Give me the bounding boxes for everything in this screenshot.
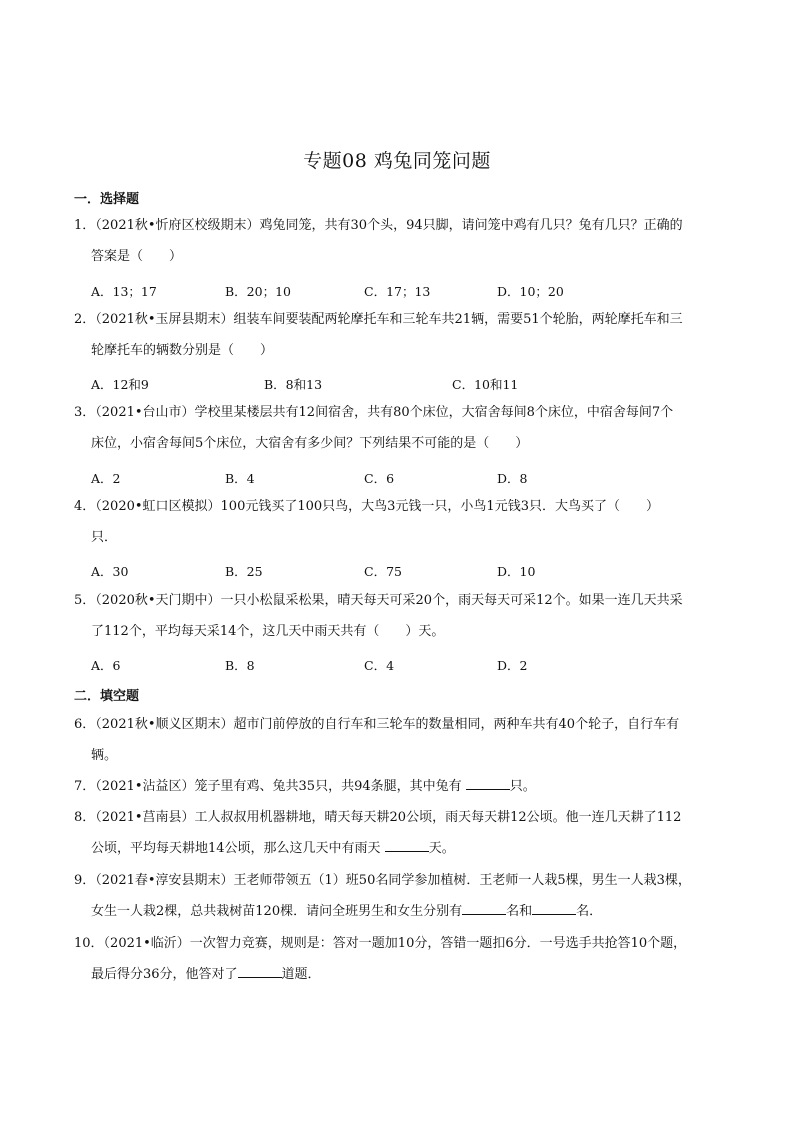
question-8 — [74, 802, 734, 864]
option-b: B．8 — [225, 658, 255, 673]
answer-blank[interactable] — [462, 901, 506, 915]
option-b: B．25 — [225, 564, 263, 579]
option-b: B．8和13 — [264, 377, 323, 392]
question-7-text: 7．（2021•沾益区）笼子里有鸡、兔共35只，共94条腿，其中兔有 — [74, 779, 466, 794]
answer-blank[interactable] — [532, 901, 576, 915]
question-2 — [74, 304, 734, 366]
question-1-line2: 答案是（ ） — [91, 249, 183, 264]
question-10-line1: 10．（2021•临沂）一次智力竞赛，规则是：答对一题加10分，答错一题扣6分．一号选手共抢答10个题， — [74, 936, 687, 951]
question-8-line1: 8．（2021•莒南县）工人叔叔用机器耕地，晴天每天耕20公顷，雨天每天耕12公顷。他一连几天耕了112 — [74, 810, 682, 825]
question-6 — [74, 709, 734, 771]
option-a: A．6 — [91, 658, 121, 673]
question-3-line2: 床位，小宿舍每间5个床位，大宿舍有多少间？下列结果不可能的是（ ） — [91, 436, 529, 451]
question-9-mid: 名和 — [506, 904, 533, 919]
question-1-line1: 1．（2021秋•忻府区校级期末）鸡兔同笼，共有30个头，94只脚，请问笼中鸡有几只？兔有几只？正确的 — [74, 218, 683, 233]
question-3 — [74, 397, 734, 459]
option-c: C．75 — [364, 564, 402, 579]
option-d: D．2 — [497, 658, 528, 673]
question-2-line1: 2．（2021秋•玉屏县期末）组装车间要装配两轮摩托车和三轮车共21辆，需要51个轮胎，两轮摩托车和三 — [74, 312, 683, 327]
question-1 — [74, 210, 734, 272]
option-c: C．6 — [364, 471, 395, 486]
question-5-line1: 5．（2020秋•天门期中）一只小松鼠采松果，晴天每天可采20个，雨天每天可采12个。如果一连几天共采 — [74, 593, 683, 608]
option-d: D．10；20 — [497, 284, 564, 299]
question-2-line2: 轮摩托车的辆数分别是（ ） — [91, 343, 274, 358]
section-heading-choice: 一．选择题 — [74, 192, 140, 207]
answer-blank[interactable] — [466, 776, 510, 790]
question-5-line2: 了112个，平均每天采14个，这几天中雨天共有（ ）天。 — [91, 624, 445, 639]
option-c: C．10和11 — [452, 377, 519, 392]
question-3-line1: 3．（2021•台山市）学校里某楼层共有12间宿舍，共有80个床位，大宿舍每间8个床位，中宿舍每间7个 — [74, 405, 674, 420]
question-9-line1: 9．（2021春•淳安县期末）王老师带领五（1）班50名同学参加植树．王老师一人栽5棵，男生一人栽3棵， — [74, 873, 691, 888]
section-heading-fill: 二．填空题 — [74, 689, 140, 704]
question-4 — [74, 491, 734, 553]
question-9-line2: 女生一人栽2棵，总共栽树苗120棵．请问全班男生和女生分别有 — [91, 904, 463, 919]
question-9-suffix: 名． — [576, 904, 603, 919]
option-a: A．30 — [91, 564, 129, 579]
question-7 — [74, 771, 734, 802]
question-6-line1: 6．（2021秋•顺义区期末）超市门前停放的自行车和三轮车的数量相同，两种车共有40个轮子，自行车有 — [74, 717, 680, 732]
option-d: D．10 — [497, 564, 536, 579]
question-10 — [74, 928, 734, 990]
question-8-suffix: 天。 — [428, 841, 455, 856]
question-8-line2: 公顷，平均每天耕地14公顷，那么这几天中有雨天 — [91, 841, 385, 856]
answer-blank[interactable] — [238, 964, 282, 978]
option-b: B．20；10 — [225, 284, 291, 299]
question-4-line1: 4．（2020•虹口区模拟）100元钱买了100只鸟，大鸟3元钱一只，小鸟1元钱3只．大鸟买了（ ） — [74, 499, 659, 514]
option-b: B．4 — [225, 471, 255, 486]
question-6-line2: 辆。 — [91, 748, 118, 763]
option-a: A．13；17 — [91, 284, 157, 299]
question-10-suffix: 道题． — [281, 967, 321, 982]
option-a: A．12和9 — [91, 377, 149, 392]
answer-blank[interactable] — [385, 838, 429, 852]
option-c: C．4 — [364, 658, 395, 673]
question-5 — [74, 585, 734, 647]
question-7-suffix: 只。 — [509, 779, 536, 794]
question-10-line2: 最后得分36分，他答对了 — [91, 967, 238, 982]
question-9 — [74, 865, 734, 927]
option-c: C．17；13 — [364, 284, 431, 299]
question-4-line2: 只． — [91, 530, 118, 545]
page-title: 专题08 鸡兔同笼问题 — [303, 150, 491, 172]
option-d: D．8 — [497, 471, 528, 486]
option-a: A．2 — [91, 471, 121, 486]
